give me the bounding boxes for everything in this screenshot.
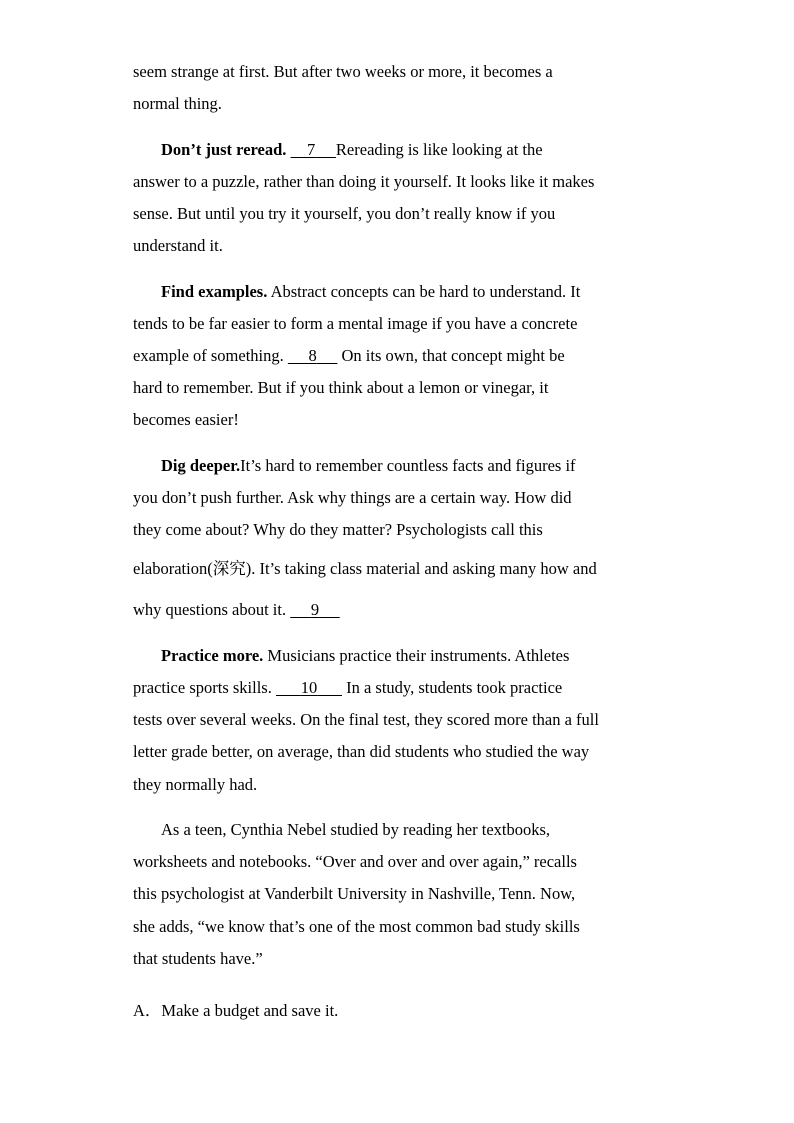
blank-9-number: 9 [310,600,320,619]
practice-line-2 [133,678,562,698]
deeper-line-2: you don’t push further. Ask why things are a certain way. How did [133,488,572,507]
reread-line-2: answer to a puzzle, rather than doing it yourself. It looks like it makes [133,172,595,191]
practice-line-2-before: practice sports skills. [133,678,272,697]
examples-line-2: tends to be far easier to form a mental image if you have a concrete [133,314,578,333]
reread-heading: Don’t just reread. [161,140,287,159]
practice-line-3: tests over several weeks. On the final test, they scored more than a full [133,710,599,729]
blank-8 [288,346,338,365]
deeper-line-4: elaboration(深究). It’s taking class material and asking many how and [133,559,597,578]
practice-line-1 [161,646,569,666]
blank-8-number: 8 [308,346,317,365]
intro-line-1: seem strange at first. But after two weeks or more, it becomes a [133,62,553,81]
teen-line-4: she adds, “we know that’s one of the most common bad study skills [133,917,580,936]
examples-line-1-text: Abstract concepts can be hard to understand. It [270,282,581,301]
deeper-line-3: they come about? Why do they matter? Psychologists call this [133,520,543,539]
examples-line-1 [161,282,580,302]
option-a-text: Make a budget and save it. [161,1001,339,1020]
deeper-line-1 [161,456,576,476]
reread-line-3: sense. But until you try it yourself, you don’t really know if you [133,204,556,223]
teen-line-2: worksheets and notebooks. “Over and over and over again,” recalls [133,852,577,871]
option-a-label: A． [133,1001,162,1020]
examples-heading: Find examples. [161,282,268,301]
blank-9 [290,600,340,619]
practice-heading: Practice more. [161,646,264,665]
deeper-line-5-before: why questions about it. [133,600,287,619]
reread-line-4: understand it. [133,236,223,255]
option-a [133,1001,338,1021]
practice-line-5: they normally had. [133,775,258,794]
teen-line-1: As a teen, Cynthia Nebel studied by reading her textbooks, [161,820,551,839]
blank-10 [276,678,342,697]
blank-7-number: 7 [307,140,316,159]
examples-line-4: hard to remember. But if you think about a lemon or vinegar, it [133,378,549,397]
examples-line-3 [133,346,565,366]
examples-line-3-before: example of something. [133,346,284,365]
reread-line-1-text: Rereading is like looking at the [335,140,543,159]
deeper-line-5 [133,600,340,620]
blank-10-number: 10 [300,678,318,697]
blank-7 [291,140,336,159]
practice-line-4: letter grade better, on average, than did students who studied the way [133,742,590,761]
reread-line-1 [161,140,543,160]
deeper-line-1-text: It’s hard to remember countless facts and figures if [240,456,576,475]
teen-line-3: this psychologist at Vanderbilt University in Nashville, Tenn. Now, [133,884,576,903]
teen-line-5: that students have.” [133,949,263,968]
practice-line-2-after: In a study, students took practice [346,678,563,697]
examples-line-3-after: On its own, that concept might be [341,346,565,365]
intro-line-2: normal thing. [133,94,222,113]
deeper-heading: Dig deeper. [161,456,241,475]
examples-line-5: becomes easier! [133,410,239,429]
practice-line-1-text: Musicians practice their instruments. Athletes [267,646,570,665]
